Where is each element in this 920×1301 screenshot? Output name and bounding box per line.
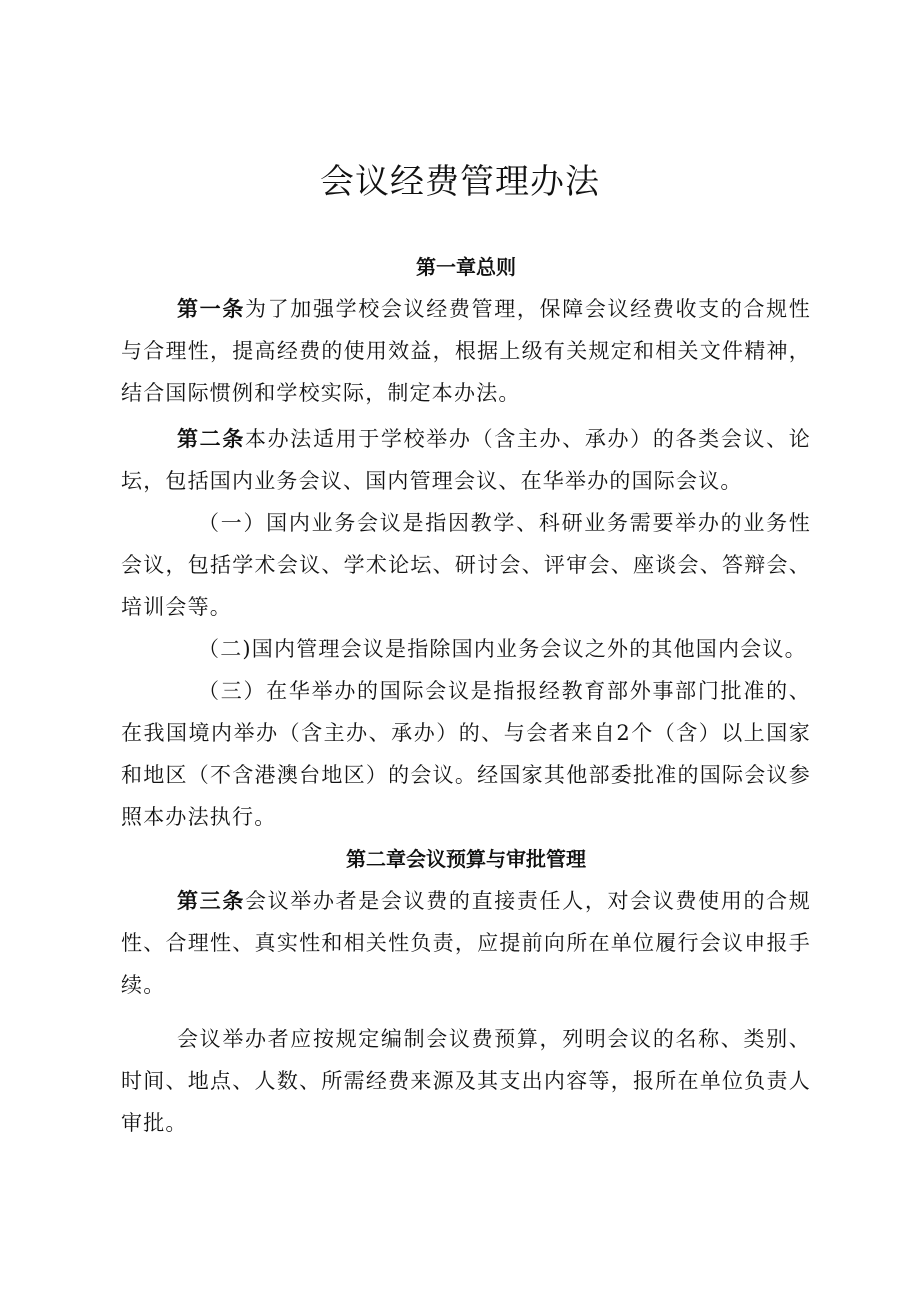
article-3 bbox=[121, 880, 811, 1006]
article-2 bbox=[121, 418, 811, 502]
article-2-item-1: （一）国内业务会议是指因教学、科研业务需要举办的业务性会议，包括学术会议、学术论坛、研讨会、评审会、座谈会、答辩会、培训会等。 bbox=[121, 511, 811, 619]
document-body bbox=[121, 246, 811, 1144]
article-1-label: 第一条 bbox=[177, 297, 245, 321]
document-title: 会议经费管理办法 bbox=[320, 162, 600, 202]
article-3-label: 第三条 bbox=[177, 889, 245, 913]
article-1-text: 为了加强学校会议经费管理，保障会议经费收支的合规性与合理性，提高经费的使用效益，根据上级有关规定和相关文件精神，结合国际惯例和学校实际，制定本办法。 bbox=[121, 297, 811, 405]
article-2-label: 第二条 bbox=[177, 427, 245, 451]
chapter-1-heading: 第一章总则 bbox=[416, 255, 516, 279]
article-2-item-3: （三）在华举办的国际会议是指报经教育部外事部门批准的、在我国境内举办（含主办、承办）的、与会者来自2个（含）以上国家和地区（不含港澳台地区）的会议。经国家其他部委批准的国际会议参照本办法执行。 bbox=[121, 679, 811, 829]
article-3-text: 会议举办者是会议费的直接责任人，对会议费使用的合规性、合理性、真实性和相关性负责，应提前向所在单位履行会议申报手续。 bbox=[121, 889, 811, 997]
chapter-2-heading: 第二章会议预算与审批管理 bbox=[346, 847, 586, 871]
article-1 bbox=[121, 288, 811, 414]
article-2-item-2: （二)国内管理会议是指除国内业务会议之外的其他国内会议。 bbox=[198, 637, 807, 661]
article-2-text: 本办法适用于学校举办（含主办、承办）的各类会议、论坛，包括国内业务会议、国内管理会议、在华举办的国际会议。 bbox=[121, 427, 811, 493]
article-3-paragraph: 会议举办者应按规定编制会议费预算，列明会议的名称、类别、时间、地点、人数、所需经费来源及其支出内容等，报所在单位负责人审批。 bbox=[121, 1027, 811, 1135]
